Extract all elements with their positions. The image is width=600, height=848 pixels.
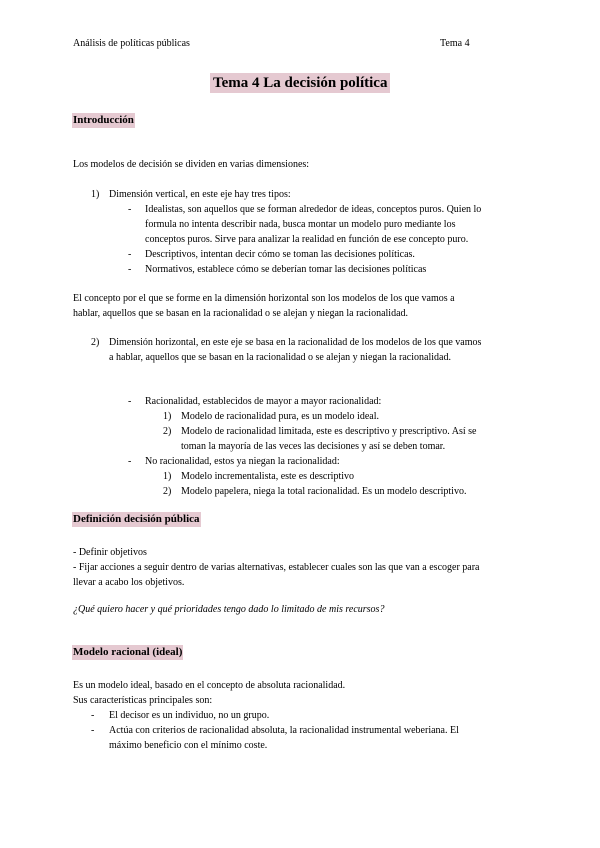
bullet-dash: -	[91, 710, 95, 721]
sub-line: Modelo papelera, niega la total racionalidad. Es un modelo descriptivo.	[181, 486, 467, 497]
sub-line: Modelo de racionalidad pura, es un modelo ideal.	[181, 411, 379, 422]
list-number: 2)	[91, 337, 100, 348]
bullet-line: Normativos, establece cómo se deberían tomar las decisiones políticas	[145, 264, 427, 275]
heading-definicion: Definición decisión pública	[73, 513, 200, 525]
bullet-line: No racionalidad, estos ya niegan la racionalidad:	[145, 456, 340, 467]
rational-line: Sus características principales son:	[73, 695, 213, 706]
intro-lead: Los modelos de decisión se dividen en varias dimensiones:	[73, 159, 310, 170]
rational-line: Es un modelo ideal, basado en el concepto de absoluta racionalidad.	[73, 680, 346, 691]
header-left: Análisis de políticas públicas	[73, 38, 190, 49]
list-item-line: a hablar, aquellos que se basan en la racionalidad o se alejan y niegan la racionalidad.	[109, 352, 451, 363]
sub-number: 2)	[163, 426, 172, 437]
bullet-dash: -	[128, 456, 132, 467]
sub-line: toman la mayoría de las veces las decisiones y así se deben tomar.	[181, 441, 446, 452]
list-item-label: Dimensión vertical, en este eje hay tres tipos:	[109, 189, 291, 200]
def-question: ¿Qué quiero hacer y qué prioridades tengo dado lo limitado de mis recursos?	[73, 604, 385, 615]
def-line: - Fijar acciones a seguir dentro de varias alternativas, establecer cuales son las que van a escoger para	[73, 562, 480, 573]
bullet-line: formula no intenta describir nada, busca montar un modelo puro mediante los	[145, 219, 456, 230]
paragraph-line: hablar, aquellos que se basan en la racionalidad o se alejan y niegan la racionalidad.	[73, 308, 409, 319]
bullet-line: Idealistas, son aquellos que se forman alrededor de ideas, conceptos puros. Quien lo	[145, 204, 482, 215]
def-line: llevar a acabo los objetivos.	[73, 577, 185, 588]
sub-line: Modelo de racionalidad limitada, este es descriptivo y prescriptivo. Así se	[181, 426, 477, 437]
bullet-line: Descriptivos, intentan decir cómo se toman las decisiones políticas.	[145, 249, 415, 260]
heading-introduccion: Introducción	[73, 114, 134, 126]
page-title: Tema 4 La decisión política	[210, 73, 390, 93]
sub-number: 1)	[163, 411, 172, 422]
header-right: Tema 4	[440, 38, 470, 49]
list-item-line: Dimensión horizontal, en este eje se basa en la racionalidad de los modelos de los que vamos	[109, 337, 482, 348]
bullet-dash: -	[128, 264, 132, 275]
sub-number: 2)	[163, 486, 172, 497]
bullet-line: Racionalidad, establecidos de mayor a mayor racionalidad:	[145, 396, 382, 407]
bullet-dash: -	[128, 396, 132, 407]
sub-number: 1)	[163, 471, 172, 482]
bullet-dash: -	[128, 249, 132, 260]
sub-line: Modelo incrementalista, este es descriptivo	[181, 471, 355, 482]
bullet-dash: -	[91, 725, 95, 736]
bullet-dash: -	[128, 204, 132, 215]
heading-modelo-racional: Modelo racional (ideal)	[73, 646, 183, 658]
list-number: 1)	[91, 189, 100, 200]
bullet-line: máximo beneficio con el mínimo coste.	[109, 740, 268, 751]
bullet-line: Actúa con criterios de racionalidad absoluta, la racionalidad instrumental weberiana. El	[109, 725, 459, 736]
bullet-line: El decisor es un individuo, no un grupo.	[109, 710, 270, 721]
bullet-line: conceptos puros. Sirve para analizar la realidad en función de ese concepto puro.	[145, 234, 469, 245]
def-line: - Definir objetivos	[73, 547, 147, 558]
paragraph-line: El concepto por el que se forme en la dimensión horizontal son los modelos de los que vamos a	[73, 293, 455, 304]
